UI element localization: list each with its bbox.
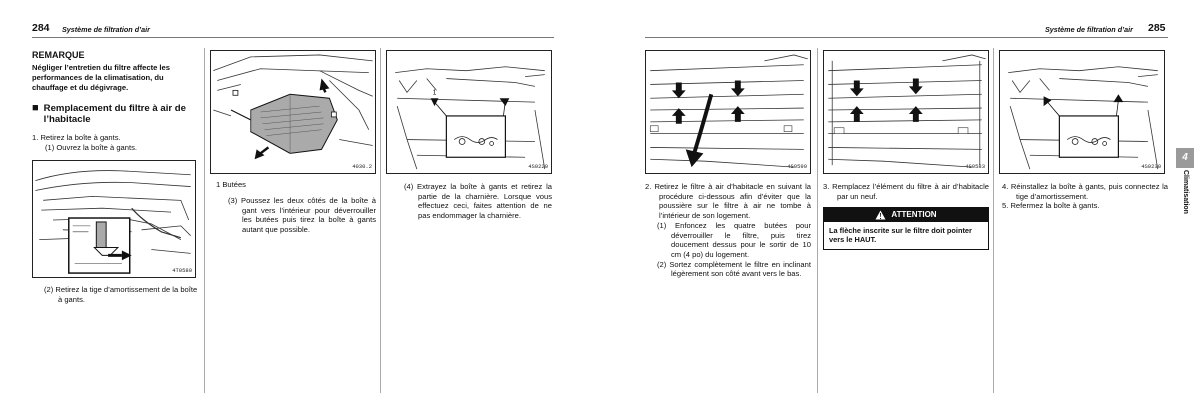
section-title: Remplacement du filtre à air de l’habitacle <box>43 103 187 126</box>
figure-2-legend: 1 Butées <box>216 180 246 189</box>
figure-remove-filter <box>645 50 811 174</box>
right-header-rule <box>645 37 1168 38</box>
figure-6-code: 4S0230 <box>1141 163 1161 171</box>
section-heading <box>32 103 198 125</box>
column-divider <box>993 48 994 393</box>
remarque-text: Négliger l’entretien du filtre affecte les performances de la climatisation, du chauffage et du dégivrage. <box>32 63 170 92</box>
figure-replace-filter <box>823 50 989 174</box>
section-marker: ■ <box>32 102 39 114</box>
step-3 <box>823 182 989 201</box>
figure-glovebox-open <box>32 160 196 278</box>
right-running-title: Système de filtration d’air <box>1045 25 1133 34</box>
left-running-title: Système de filtration d’air <box>62 25 150 34</box>
remarque-title: REMARQUE <box>32 50 85 60</box>
figure-5-code: 4S0583 <box>965 163 985 171</box>
figure-2-code: 4030.2 <box>352 163 372 171</box>
step-2-text: 2. Retirez le filtre à air d’habitacle en suivant la procédure ci-dessous afin d’éviter que la poussière sur le filtre à air ne tombe à l’intérieur de son logement. <box>645 182 811 221</box>
figure-1-code: 4T0580 <box>172 267 192 275</box>
step-2 <box>645 182 811 279</box>
remarque-block <box>32 50 198 92</box>
step-2-sub-2: (2) Sortez complètement le filtre en inclinant légèrement son côté avant vers le bas. <box>657 259 811 279</box>
chapter-title: Climatisation <box>1181 170 1189 214</box>
filter-removal-illustration <box>646 51 810 173</box>
filter-replace-illustration <box>824 51 988 173</box>
step-1-sub-4 <box>404 182 552 221</box>
warning-triangle-icon <box>875 210 886 220</box>
step-1-sub-4-text: (4) Extrayez la boîte à gants et retirez la partie de la charnière. Lorsque vous effectuez ceci, faites attention de ne pas endommager la charnière. <box>404 182 552 221</box>
left-header-rule <box>32 37 554 38</box>
glovebox-stoppers-illustration <box>211 51 375 173</box>
figure-hinge <box>386 50 552 174</box>
step-1-sub-2-text: (2) Retirez la tige d’amortissement de la boîte à gants. <box>44 285 198 304</box>
step-1-text: 1. Retirez la boîte à gants. <box>32 133 121 142</box>
figure-reinstall <box>999 50 1165 174</box>
attention-box <box>823 207 989 250</box>
attention-title: ATTENTION <box>891 210 937 219</box>
figure-glovebox-stoppers <box>210 50 376 174</box>
glovebox-damper-illustration <box>33 161 195 277</box>
column-divider <box>817 48 818 393</box>
figure-3-code: 4S0220 <box>528 163 548 171</box>
svg-text:1: 1 <box>432 89 437 97</box>
steps-4-5 <box>1002 182 1168 211</box>
attention-header <box>824 208 988 222</box>
step-4-text: 4. Réinstallez la boîte à gants, puis connectez la tige d’amortissement. <box>1002 182 1168 201</box>
step-1 <box>32 133 198 152</box>
reinstall-illustration <box>1000 51 1164 173</box>
left-page-number: 284 <box>32 22 50 34</box>
step-5-text: 5. Refermez la boîte à gants. <box>1002 201 1100 211</box>
step-1-sub-1: (1) Ouvrez la boîte à gants. <box>45 142 138 152</box>
step-3-text: 3. Remplacez l’élément du filtre à air d’habitacle par un neuf. <box>823 182 989 201</box>
step-1-sub-3 <box>228 196 376 235</box>
right-page-number: 285 <box>1148 22 1166 34</box>
step-2-sub-1: (1) Enfoncez les quatre butées pour déverrouiller le filtre, puis tirez doucement dessus pour le sortir de 10 cm (4 po) du logement. <box>657 220 811 260</box>
hinge-illustration <box>387 51 551 173</box>
figure-4-code: 4S0590 <box>787 163 807 171</box>
column-divider <box>204 48 205 393</box>
step-1-sub-3-text: (3) Poussez les deux côtés de la boîte à gant vers l’intérieur pour déverrouiller les butées puis tirez la boîte à gants autant que possible. <box>228 196 376 235</box>
step-1-sub-2 <box>44 285 198 304</box>
chapter-tab: 4 <box>1176 148 1194 168</box>
attention-text: La flèche inscrite sur le filtre doit pointer vers le HAUT. <box>829 226 972 245</box>
column-divider <box>380 48 381 393</box>
